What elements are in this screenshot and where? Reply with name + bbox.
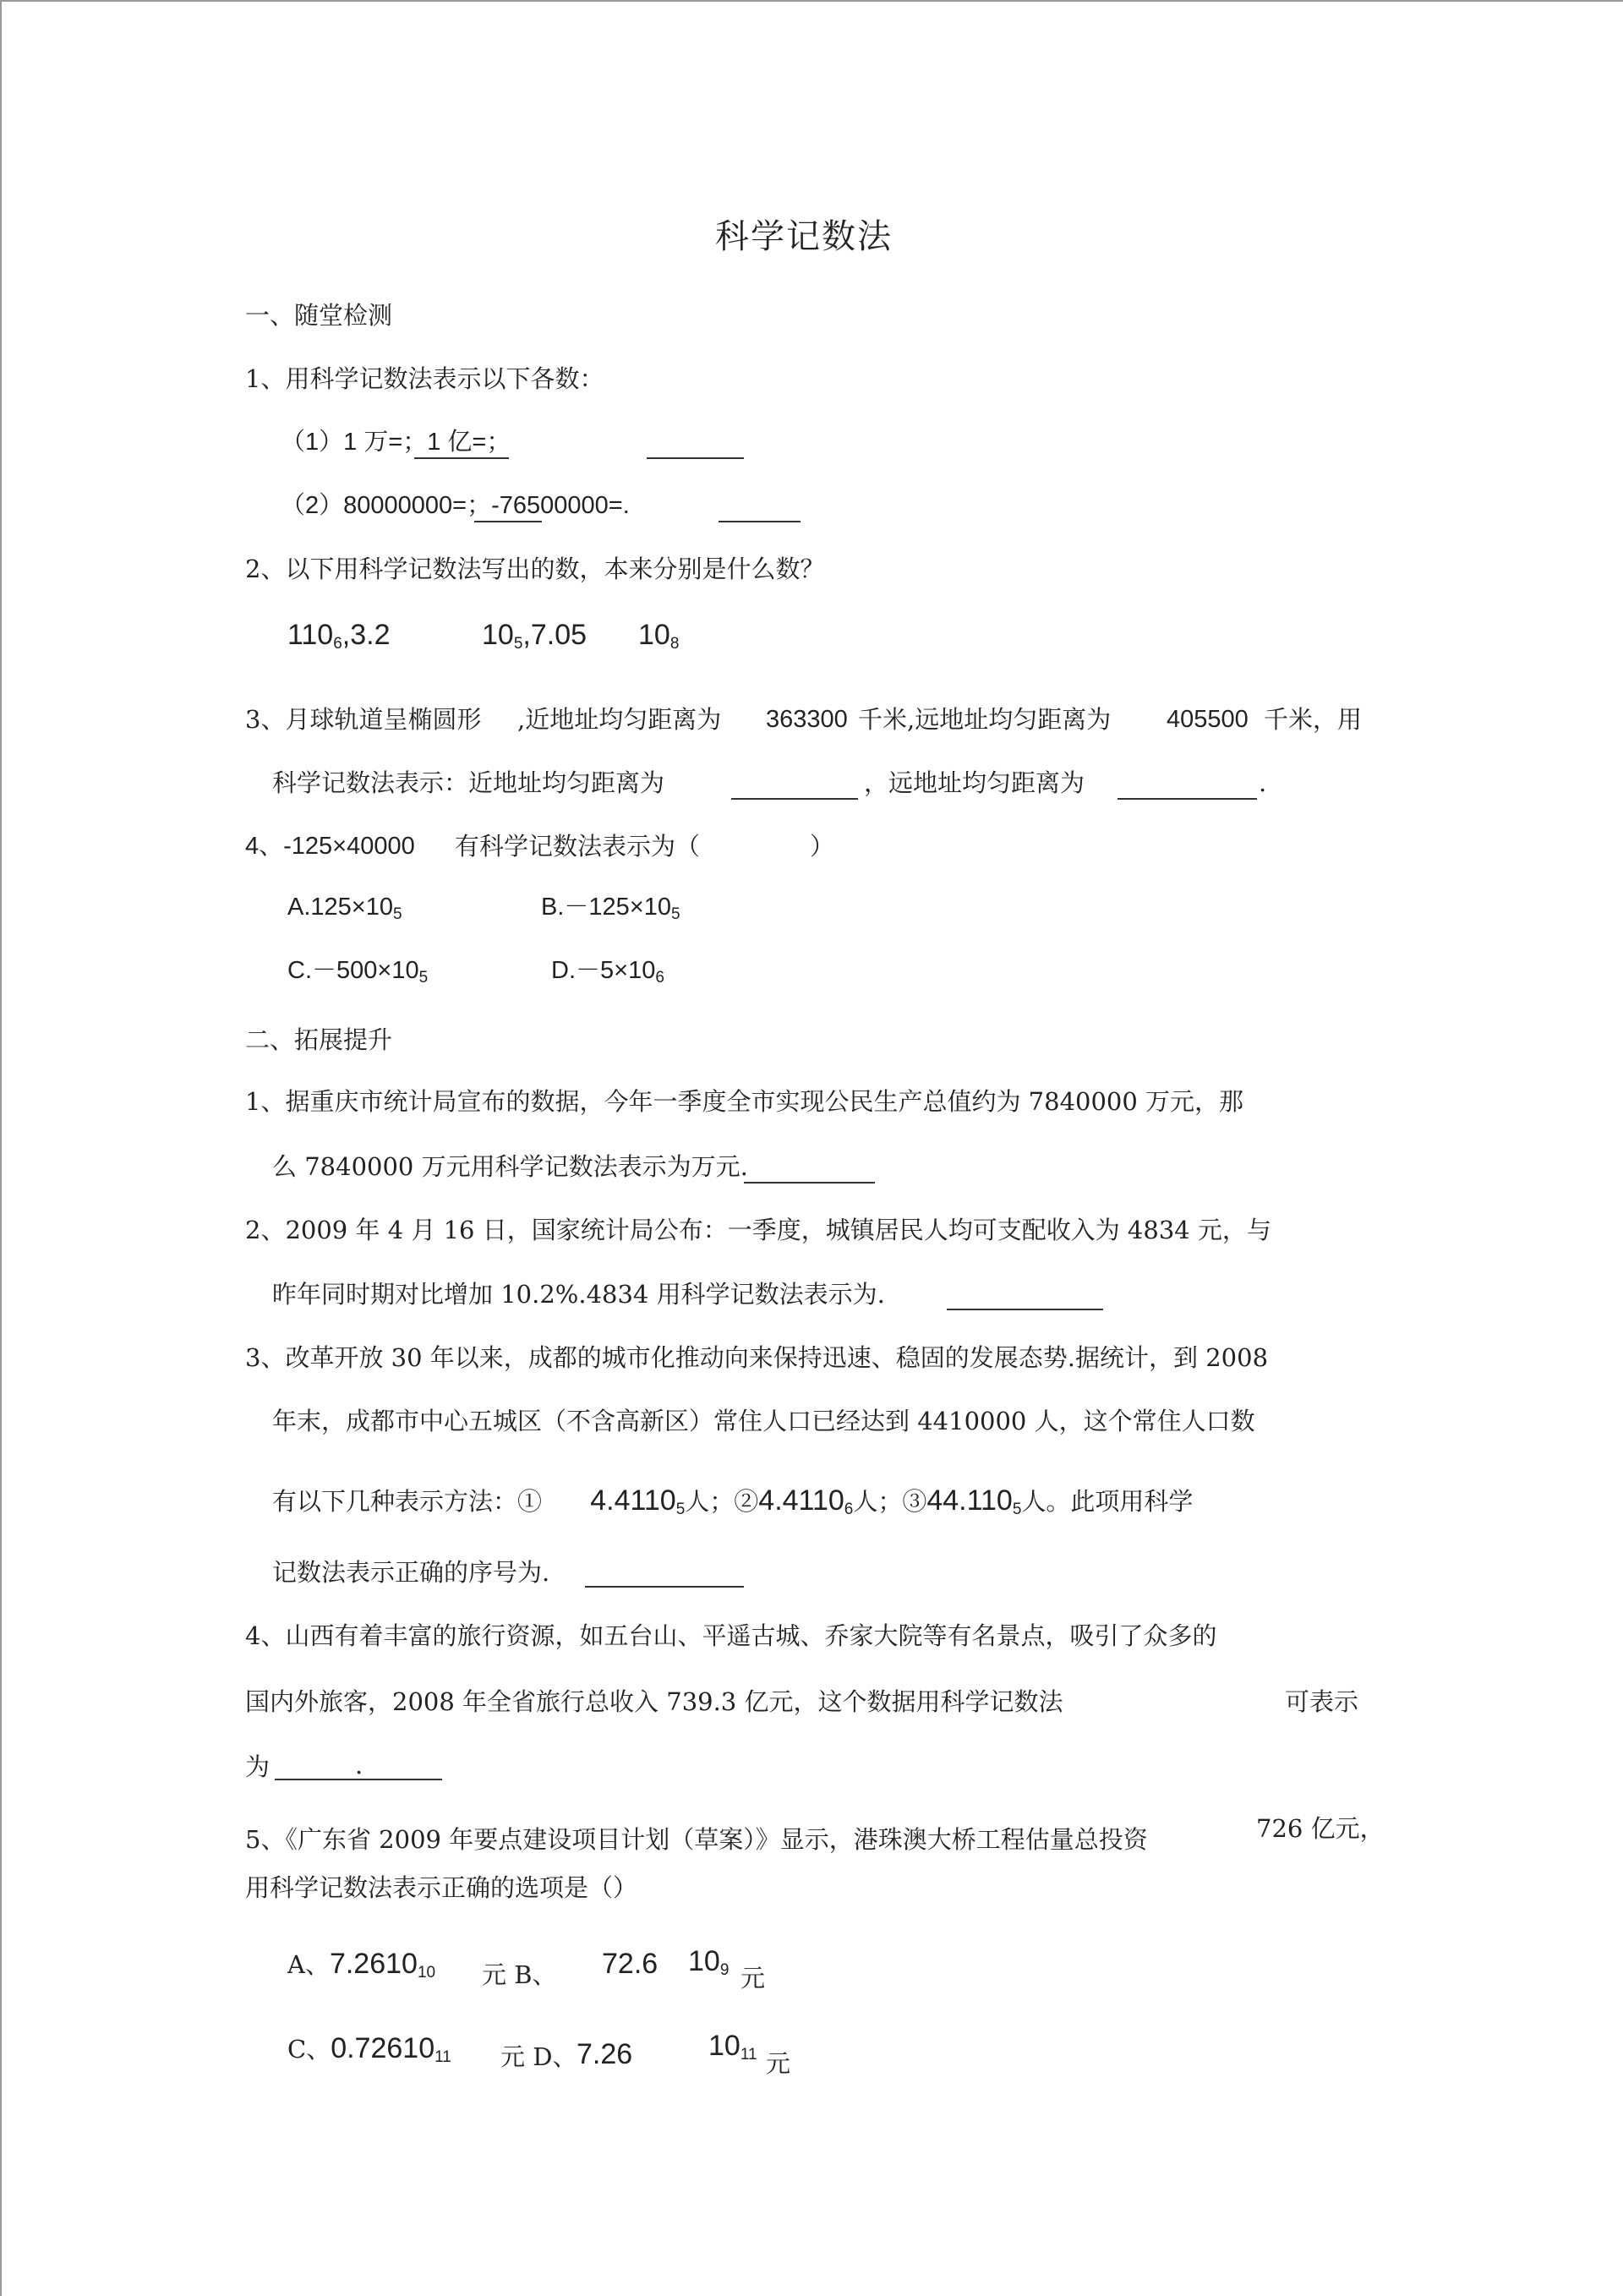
p4-line2: 国内外旅客，2008 年全省旅行总收入 739.3 亿元，这个数据用科学记数法 bbox=[245, 1687, 1063, 1716]
q2-label: 2、以下用科学记数法写出的数，本来分别是什么数？ bbox=[245, 555, 825, 583]
p5-option-d-power: $10_{11}$ bbox=[708, 2030, 757, 2064]
q1-label: 1、用科学记数法表示以下各数： bbox=[245, 364, 604, 393]
p5-option-c[interactable]: C、$0.72610_{11}$ bbox=[287, 2032, 451, 2066]
p4-line3-dot: . bbox=[355, 1751, 363, 1779]
q2-item-3: $10_8$ bbox=[638, 619, 680, 653]
section-heading-2: 二、拓展提升 bbox=[245, 1025, 393, 1054]
q1-line2: （2）80000000=；-76500000=. bbox=[281, 492, 630, 519]
section-heading-1: 一、随堂检测 bbox=[245, 301, 393, 330]
answer-blank[interactable] bbox=[414, 457, 509, 459]
q4-stem: 4、-125×40000 bbox=[245, 833, 415, 860]
answer-blank[interactable] bbox=[947, 1309, 1103, 1310]
answer-blank[interactable] bbox=[585, 1586, 744, 1588]
p2-line1: 2、2009 年 4 月 16 日，国家统计局公布：一季度，城镇居民人均可支配收入为 4834 元，与 bbox=[245, 1216, 1271, 1244]
q3-near-value: 363300 bbox=[766, 706, 848, 733]
page-border-left bbox=[0, 0, 2, 2296]
p3-line3: 有以下几种表示方法：① $4.4110_5$人；$②4.4110_6$人；$③44.110_5$人。此项用科学 bbox=[272, 1484, 1194, 1518]
q1-line1: （1）1 万=；1 亿=； bbox=[281, 429, 511, 456]
p3-line1: 3、改革开放 30 年以来，成都的城市化推动向来保持迅速、稳固的发展态势.据统计，到 2008 bbox=[245, 1343, 1269, 1372]
page-title: 科学记数法 bbox=[715, 217, 893, 256]
page-border-top bbox=[0, 0, 1623, 2]
q4-option-c[interactable]: $C.-500\times 10_5$ bbox=[287, 957, 429, 987]
p5-option-b-unit: 元 bbox=[740, 1964, 766, 1993]
p5-option-d-unit: 元 bbox=[766, 2049, 791, 2078]
q3-line2c: . bbox=[1259, 768, 1267, 797]
p3-line4: 记数法表示正确的序号为. bbox=[272, 1558, 550, 1587]
q3-far-value: 405500 bbox=[1167, 706, 1249, 733]
q2-item-1: $110_6,3.2$ bbox=[287, 619, 391, 653]
q4-stem2: 有科学记数法表示为（ bbox=[455, 832, 701, 861]
q3-part2: ,近地址均匀距离为 bbox=[517, 705, 722, 734]
q3-part3: 千米,远地址均匀距离为 bbox=[858, 705, 1112, 734]
p3-line2: 年末，成都市中心五城区（不含高新区）常住人口已经达到 4410000 人，这个常住人口数 bbox=[272, 1407, 1255, 1435]
p5-option-d[interactable]: 7.26 bbox=[577, 2038, 633, 2070]
answer-blank[interactable] bbox=[731, 798, 858, 800]
p1-line1: 1、据重庆市统计局宣布的数据，今年一季度全市实现公民生产总值约为 7840000 万元，那 bbox=[245, 1087, 1244, 1116]
p2-line2: 昨年同时期对比增加 10.2%.4834 用科学记数法表示为. bbox=[272, 1280, 885, 1309]
p5-option-a[interactable]: A、$7.2610_{10}$ bbox=[287, 1948, 436, 1982]
answer-blank[interactable] bbox=[474, 521, 542, 522]
p5-line2: 用科学记数法表示正确的选项是（） bbox=[245, 1873, 638, 1902]
q3-part1: 3、月球轨道呈椭圆形 bbox=[245, 705, 482, 734]
answer-blank[interactable] bbox=[719, 521, 801, 522]
p5-amount: 726 亿元， bbox=[1256, 1814, 1385, 1843]
p1-line2: 么 7840000 万元用科学记数法表示为万元. bbox=[272, 1152, 748, 1181]
answer-blank[interactable] bbox=[647, 457, 744, 459]
answer-blank[interactable] bbox=[1118, 798, 1257, 800]
p5-line1: 5、《广东省 2009 年要点建设项目计划（草案）》显示，港珠澳大桥工程估量总投资 bbox=[245, 1825, 1148, 1854]
q2-item-2: $10_5,7.05$ bbox=[482, 619, 587, 653]
q4-option-d[interactable]: $D.-5\times 10_6$ bbox=[551, 957, 664, 987]
p4-line2b: 可表示 bbox=[1285, 1687, 1359, 1716]
p5-option-b-power: $10_9$ bbox=[688, 1945, 730, 1979]
p5-option-c-unit: 元 D、 bbox=[500, 2042, 577, 2071]
q3-line2a: 科学记数法表示：近地址均匀距离为 bbox=[272, 768, 665, 797]
q3-part4: 千米，用 bbox=[1264, 705, 1363, 734]
p4-line3: 为 bbox=[245, 1752, 270, 1781]
p5-option-a-unit: 元 B、 bbox=[482, 1960, 557, 1989]
q4-close: ） bbox=[810, 832, 835, 861]
q4-option-a[interactable]: $A.125\times 10_5$ bbox=[287, 894, 402, 923]
q4-option-b[interactable]: $B.-125\times 10_5$ bbox=[541, 894, 680, 923]
p5-option-b[interactable]: 72.6 bbox=[602, 1948, 658, 1980]
q3-line2b: ，远地址均匀距离为 bbox=[864, 768, 1085, 797]
answer-blank[interactable] bbox=[744, 1182, 875, 1184]
p4-line1: 4、山西有着丰富的旅行资源，如五台山、平遥古城、乔家大院等有名景点，吸引了众多的 bbox=[245, 1621, 1217, 1650]
